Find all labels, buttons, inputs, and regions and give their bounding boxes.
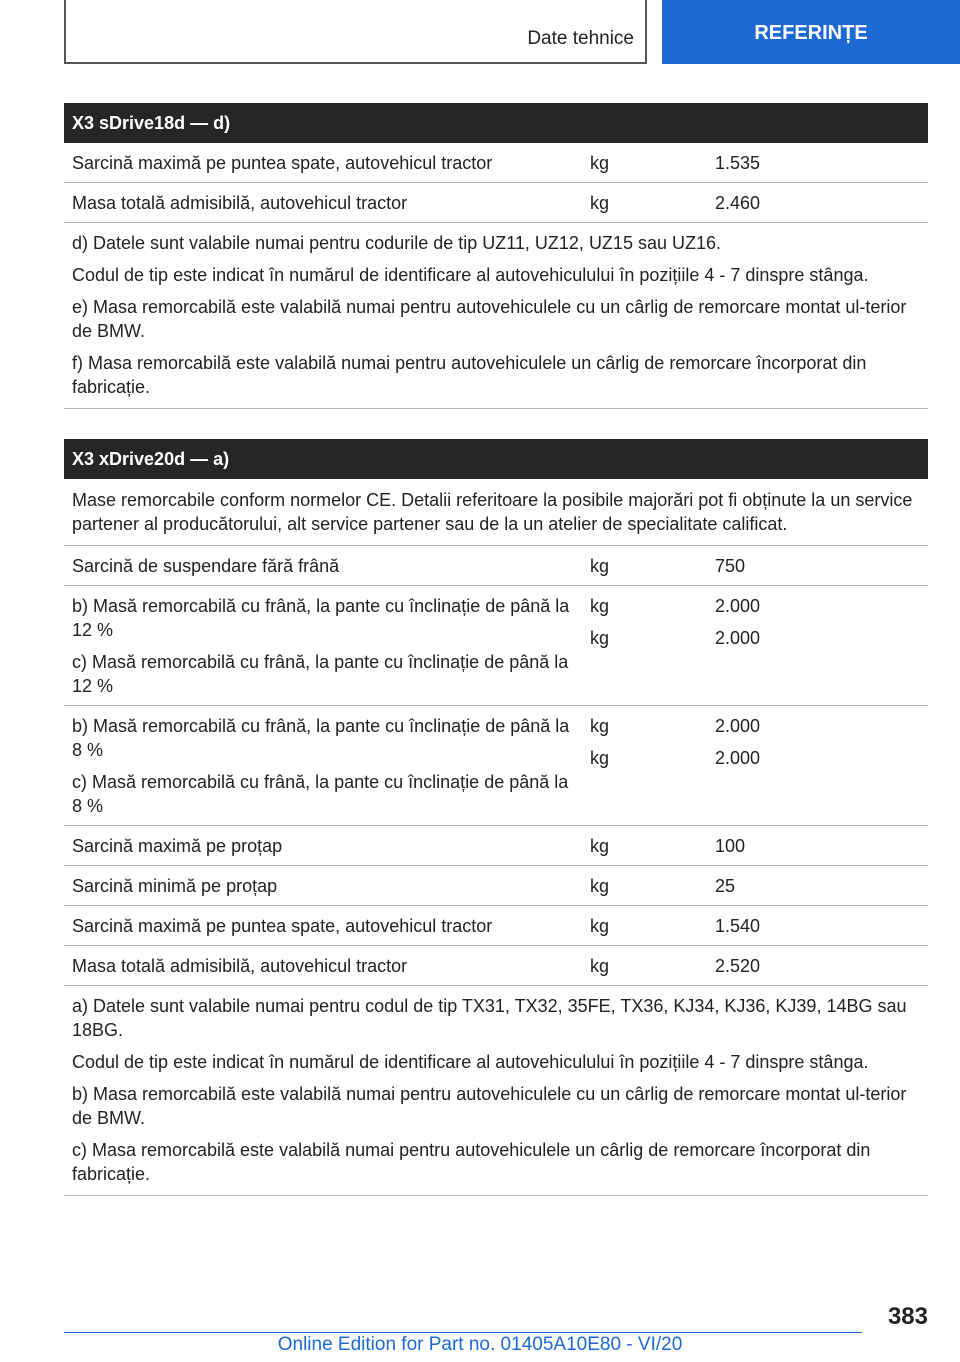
row-label: Sarcină maximă pe puntea spate, autovehicul tractor [72,153,493,173]
row-label: c) Masă remorcabilă cu frână, la pante cu înclinație de până la 8 % [72,772,569,816]
row-label-group [64,594,584,698]
footnote: f) Masa remorcabilă este valabilă numai pentru autovehiculele un cârlig de remorcare încorporat din fabricație. [72,353,867,397]
row-label: b) Masă remorcabilă cu frână, la pante cu înclinație de până la 12 % [72,596,570,640]
header-tab-referinte[interactable] [662,0,960,64]
row-label: Masa totală admisibilă, autovehicul tractor [72,193,408,213]
section-intro-row [64,479,928,546]
footer-edition: Online Edition for Part no. 01405A10E80 - VI/20 [277,1334,683,1355]
row-label: Sarcină minimă pe proțap [72,876,278,896]
section-x3-sdrive18d [64,103,928,409]
row-unit: kg [590,596,610,616]
footnote: e) Masa remorcabilă este valabilă numai pentru autovehiculele cu un cârlig de remorcare montat ul-terior de BMW. [72,297,907,341]
row-unit: kg [590,556,610,576]
footnotes [64,223,928,409]
table-row-grouped [64,706,928,826]
row-unit: kg [590,153,610,173]
footer-divider [64,1332,862,1333]
row-value: 2.000 [715,716,761,736]
row-value: 2.000 [715,748,761,768]
row-unit: kg [590,716,610,736]
row-unit: kg [590,956,610,976]
row-unit-group [584,594,709,698]
table-row [64,906,928,946]
section-title: X3 xDrive20d — a) [64,439,928,479]
footnote: Codul de tip este indicat în numărul de identificare al autovehiculului în pozițiile 4 - 7 dinspre stânga. [72,265,869,285]
row-value-group [709,714,928,818]
table-row [64,143,928,183]
footnote: a) Datele sunt valabile numai pentru codul de tip TX31, TX32, 35FE, TX36, KJ34, KJ36, KJ39, 14BG sau 18BG. [72,996,907,1040]
row-unit: kg [590,876,610,896]
footnotes [64,986,928,1196]
page-content [64,103,928,1226]
page-number: 383 [887,1303,928,1330]
row-unit-group [584,714,709,818]
row-value: 100 [715,836,746,856]
table-row [64,826,928,866]
table-row-grouped [64,586,928,706]
row-value: 2.460 [715,193,761,213]
row-label: c) Masă remorcabilă cu frână, la pante cu înclinație de până la 12 % [72,652,569,696]
row-value: 1.540 [715,916,761,936]
row-unit: kg [590,916,610,936]
header-tab-label: REFERINȚE [754,21,868,44]
row-unit: kg [590,836,610,856]
table-row [64,866,928,906]
section-title: X3 sDrive18d — d) [64,103,928,143]
row-value: 750 [715,556,746,576]
row-value: 2.520 [715,956,761,976]
footnote: b) Masa remorcabilă este valabilă numai pentru autovehiculele cu un cârlig de remorcare montat ul-terior de BMW. [72,1084,907,1128]
row-label: Sarcină maximă pe puntea spate, autovehicul tractor [72,916,493,936]
row-label: Sarcină maximă pe proțap [72,836,283,856]
row-unit: kg [590,193,610,213]
row-value: 2.000 [715,596,761,616]
footnote: d) Datele sunt valabile numai pentru codurile de tip UZ11, UZ12, UZ15 sau UZ16. [72,233,721,253]
table-row [64,183,928,223]
row-label: Sarcină de suspendare fără frână [72,556,340,576]
row-value: 1.535 [715,153,761,173]
row-unit: kg [590,748,610,768]
section-x3-xdrive20d [64,439,928,1196]
row-label: b) Masă remorcabilă cu frână, la pante cu înclinație de până la 8 % [72,716,570,760]
row-value: 2.000 [715,628,761,648]
row-label-group [64,714,584,818]
table-row [64,546,928,586]
footnote: Codul de tip este indicat în numărul de identificare al autovehiculului în pozițiile 4 - 7 dinspre stânga. [72,1052,869,1072]
section-intro: Mase remorcabile conform normelor CE. Detalii referitoare la posibile majorări pot fi obținute la un service partener al producătorului, alt service partener sau de la un atelier de specialitate calificat. [72,490,913,534]
row-unit: kg [590,628,610,648]
row-value-group [709,594,928,698]
row-value: 25 [715,876,736,896]
footnote: c) Masa remorcabilă este valabilă numai pentru autovehiculele un cârlig de remorcare încorporat din fabricație. [72,1140,871,1184]
row-label: Masa totală admisibilă, autovehicul tractor [72,956,408,976]
table-row [64,946,928,986]
header-section-title: Date tehnice [527,28,634,49]
